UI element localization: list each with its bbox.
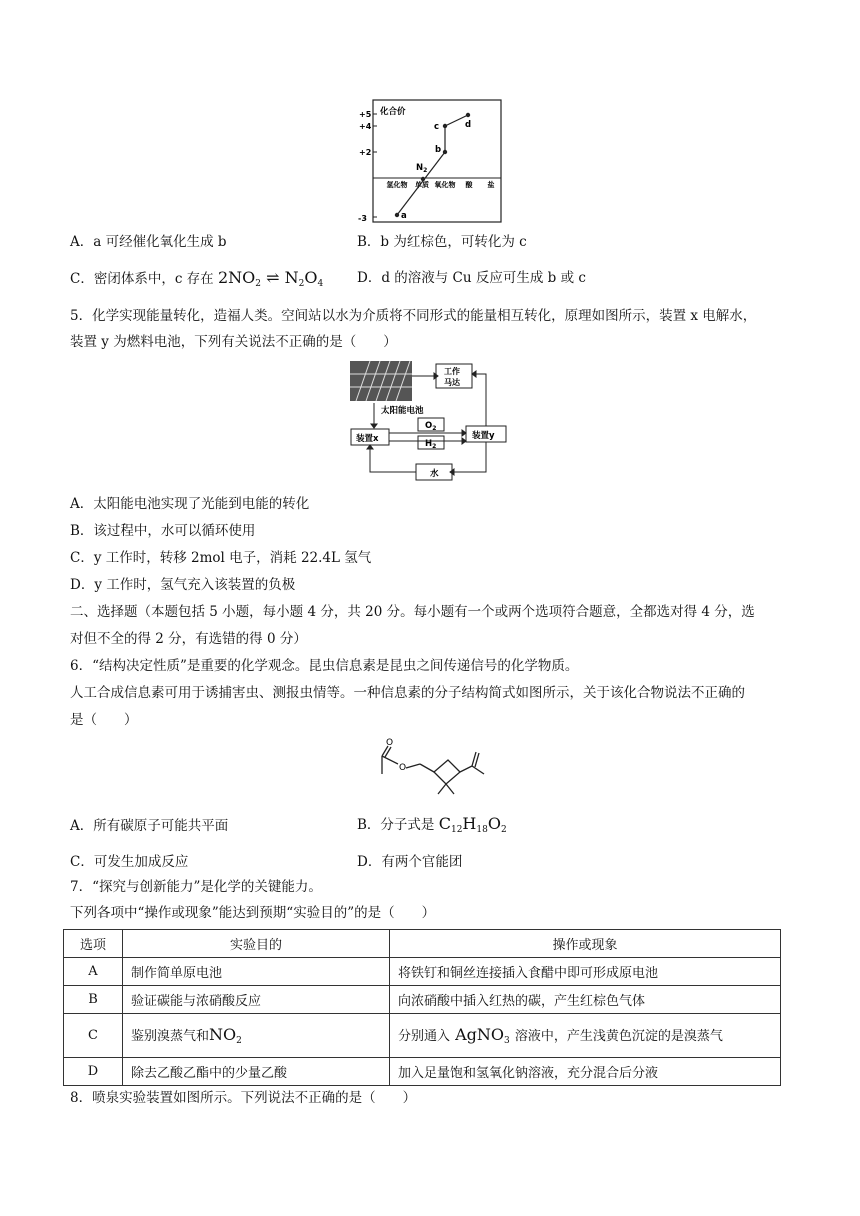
chart-y-title: 化合价: [380, 107, 406, 117]
point-a: [395, 213, 399, 217]
point-c: [443, 124, 447, 128]
q6-stem-line2: 人工合成信息素可用于诱捕害虫、测报虫情等。一种信息素的分子结构简式如图所示，关于该化合物说法不正确的: [70, 685, 745, 701]
table-header-row: [64, 930, 781, 958]
label-c: c: [434, 122, 440, 132]
point-d: [466, 113, 470, 117]
q7-table: [63, 929, 781, 1086]
table-row: [64, 958, 781, 986]
q8-stem: 8．喷泉实验装置如图所示。下列说法不正确的是（ ）: [70, 1090, 417, 1106]
table-row: [64, 1014, 781, 1058]
table-row: [64, 986, 781, 1014]
device-y-label: 装置y: [472, 431, 495, 441]
o2-label: $O_2$: [425, 421, 437, 432]
q5-option-d: D．y 工作时，氢气充入该装置的负极: [70, 577, 296, 593]
water-label: 水: [430, 469, 439, 479]
row-c-operation: 分别通入 AgNO$_3$ 溶液中，产生浅黄色沉淀的是溴蒸气: [390, 1014, 781, 1058]
q6-stem-line1: 6．“结构决定性质”是重要的化学观念。昆虫信息素是昆虫之间传递信号的化学物质。: [70, 658, 579, 674]
device-x-label: 装置x: [356, 434, 379, 444]
row-a-operation: 将铁钉和铜丝连接插入食醋中即可形成原电池: [390, 958, 781, 986]
row-b-operation: 向浓硝酸中插入红热的碳，产生红棕色气体: [390, 986, 781, 1014]
label-n2: $N_2$: [416, 163, 428, 174]
q6-stem-line3: 是（ ）: [70, 712, 138, 728]
q7-stem-line2: 下列各项中“操作或现象”能达到预期“实验目的”的是（ ）: [70, 905, 436, 921]
motor-label-2: 马达: [444, 378, 460, 387]
row-d-operation: 加入足量饱和氢氧化钠溶液，充分混合后分液: [390, 1058, 781, 1086]
solar-panel-icon: [350, 361, 412, 401]
label-b: b: [435, 145, 442, 155]
x-cat-salt: 盐: [487, 181, 495, 189]
oxygen-ester: O: [399, 763, 407, 773]
q6-option-c: C．可发生加成反应: [70, 854, 189, 870]
q5-option-c: C．y 工作时，转移 2mol 电子，消耗 22.4L 氢气: [70, 550, 372, 566]
q5-option-a: A．太阳能电池实现了光能到电能的转化: [70, 496, 310, 512]
q5-stem-line2: 装置 y 为燃料电池，下列有关说法不正确的是（ ）: [70, 334, 397, 350]
q4-option-b: B．b 为红棕色，可转化为 c: [357, 234, 527, 250]
row-c-purpose: 鉴别溴蒸气和$NO_2$: [123, 1014, 390, 1058]
row-d-option: D: [64, 1058, 123, 1086]
point-b: [443, 150, 447, 154]
q5-option-b: B．该过程中，水可以循环使用: [70, 523, 256, 539]
x-cat-oxide: 氧化物: [434, 181, 456, 189]
x-cat-acid: 酸: [465, 181, 473, 189]
row-b-purpose: 验证碳能与浓硝酸反应: [123, 986, 390, 1014]
y-tick-plus2: +2: [359, 148, 372, 157]
molecule-structure: [376, 734, 488, 798]
q6-option-d: D．有两个官能团: [357, 854, 463, 870]
y-tick-minus3: -3: [358, 214, 367, 223]
q7-stem-line1: 7．“探究与创新能力”是化学的关键能力。: [70, 879, 322, 895]
energy-diagram: [348, 358, 516, 484]
y-tick-plus4: +4: [359, 122, 372, 131]
valence-chart: [350, 97, 510, 227]
point-n2: [421, 177, 425, 181]
molecular-formula: $C_{12}H_{18}O_2$: [438, 814, 507, 835]
row-c-option: C: [64, 1014, 123, 1058]
section2-line2: 对但不全的得 2 分，有选错的得 0 分）: [70, 631, 307, 647]
motor-label-1: 工作: [444, 367, 460, 376]
q6-option-b: B．分子式是 $C_{12}H_{18}O_2$: [357, 814, 507, 835]
section2-line1: 二、选择题（本题包括 5 小题，每小题 4 分，共 20 分。每小题有一个或两个选项符合题意，全都选对得 4 分，选: [70, 604, 755, 620]
q5-stem-line1: 5．化学实现能量转化，造福人类。空间站以水为介质将不同形式的能量相互转化，原理如图所示，装置 x 电解水，: [70, 308, 757, 324]
h2-label: $H_2$: [425, 439, 437, 450]
header-operation: 操作或现象: [390, 930, 781, 958]
row-a-option: A: [64, 958, 123, 986]
x-cat-element: 单质: [415, 181, 429, 189]
header-purpose: 实验目的: [123, 930, 390, 958]
solar-label: 太阳能电池: [381, 406, 424, 416]
table-row: [64, 1058, 781, 1086]
oxygen-carbonyl: O: [386, 738, 394, 748]
q4-option-d: D．d 的溶液与 Cu 反应可生成 b 或 c: [357, 270, 586, 286]
label-d: d: [465, 120, 472, 130]
row-d-purpose: 除去乙酸乙酯中的少量乙酸: [123, 1058, 390, 1086]
header-option: 选项: [64, 930, 123, 958]
y-tick-plus5: +5: [359, 110, 372, 119]
q4-option-a: A．a 可经催化氧化生成 b: [70, 234, 227, 250]
label-a: a: [401, 211, 407, 221]
x-cat-hydride: 氢化物: [386, 181, 408, 189]
q6-option-a: A．所有碳原子可能共平面: [70, 818, 229, 834]
q4-option-c: C．密闭体系中，c 存在 $2NO_2$ ⇌ $N_2O_4$: [70, 268, 324, 289]
row-b-option: B: [64, 986, 123, 1014]
row-a-purpose: 制作简单原电池: [123, 958, 390, 986]
equilibrium-formula: $2NO_2$ ⇌ $N_2O_4$: [217, 268, 324, 289]
